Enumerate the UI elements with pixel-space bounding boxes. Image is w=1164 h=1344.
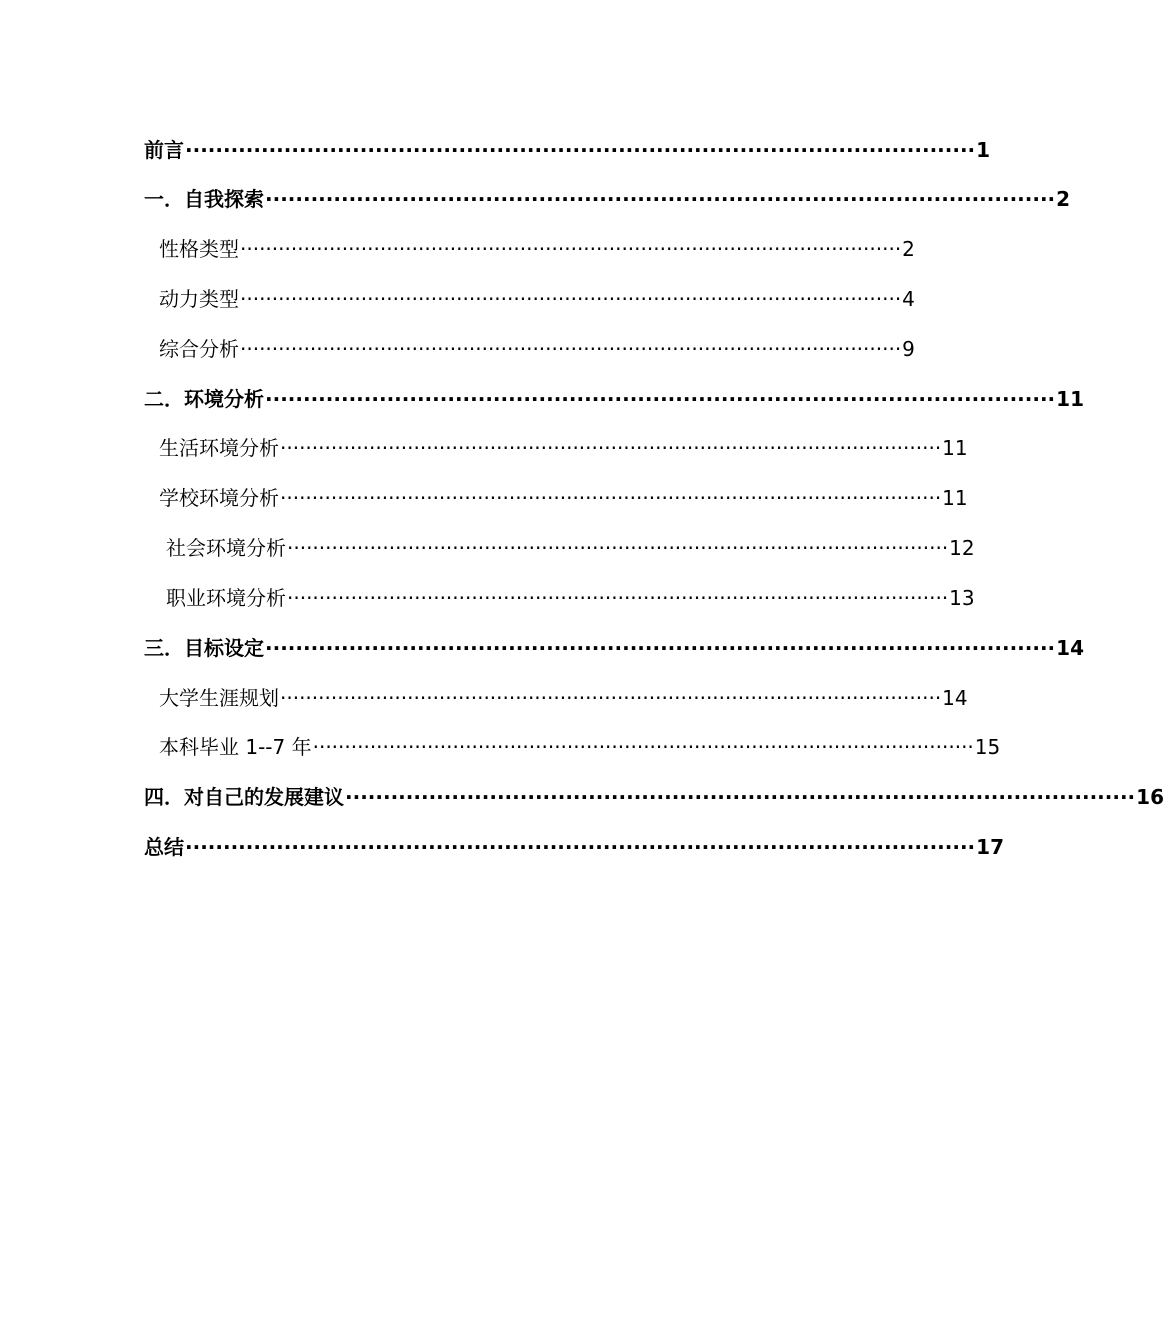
toc-entry-post-graduation[interactable] <box>159 732 1001 762</box>
toc-entry-label: 三．目标设定 <box>144 636 264 660</box>
toc-entry-environment-analysis[interactable] <box>144 384 1084 414</box>
toc-entry-motivation-type[interactable] <box>159 284 915 314</box>
toc-dot-leader: ········································································································ <box>280 486 942 510</box>
toc-entry-label: 大学生涯规划 <box>159 686 279 710</box>
toc-dot-leader: ········································································································ <box>280 436 942 460</box>
toc-entry-personality-type[interactable] <box>159 234 915 264</box>
toc-entry-label: 学校环境分析 <box>159 486 279 510</box>
toc-dot-leader: ········································································································ <box>265 387 1056 411</box>
toc-entry-self-exploration[interactable] <box>144 184 1071 214</box>
toc-dot-leader: ········································································································ <box>287 536 949 560</box>
toc-entry-label: 一．自我探索 <box>144 187 264 211</box>
toc-page-number: 9 <box>902 337 915 361</box>
toc-page-number: 4 <box>902 287 915 311</box>
toc-dot-leader: ········································································································ <box>265 636 1056 660</box>
toc-dot-leader: ········································································································ <box>265 187 1056 211</box>
toc-entry-label: 职业环境分析 <box>166 586 286 610</box>
toc-entry-label: 二．环境分析 <box>144 387 264 411</box>
toc-entry-label: 社会环境分析 <box>166 536 286 560</box>
toc-entry-comprehensive-analysis[interactable] <box>159 334 915 364</box>
toc-page-number: 11 <box>1056 387 1084 411</box>
toc-page-number: 11 <box>942 436 968 460</box>
toc-page-number: 2 <box>902 237 915 261</box>
toc-entry-label: 四．对自己的发展建议 <box>144 785 344 809</box>
toc-entry-label: 总结 <box>144 835 184 859</box>
toc-page-number: 2 <box>1056 187 1071 211</box>
toc-entry-career-environment[interactable] <box>166 583 975 613</box>
toc-dot-leader: ········································································································ <box>312 735 974 759</box>
toc-entry-preface[interactable] <box>144 135 991 165</box>
toc-entry-social-environment[interactable] <box>166 533 975 563</box>
toc-entry-label: 动力类型 <box>159 287 239 311</box>
toc-entry-label: 本科毕业 1--7 年 <box>159 735 312 759</box>
toc-dot-leader: ········································································································ <box>280 686 942 710</box>
toc-page-number: 17 <box>976 835 1004 859</box>
toc-page-number: 1 <box>976 138 991 162</box>
toc-dot-leader: ········································································································ <box>240 337 902 361</box>
toc-page-number: 11 <box>942 486 968 510</box>
toc-dot-leader: ········································································································ <box>345 785 1136 809</box>
toc-entry-label: 生活环境分析 <box>159 436 279 460</box>
toc-dot-leader: ········································································································ <box>240 237 902 261</box>
toc-entry-development-advice[interactable] <box>144 782 1164 812</box>
toc-entry-goal-setting[interactable] <box>144 633 1084 663</box>
toc-dot-leader: ········································································································ <box>185 835 976 859</box>
toc-entry-living-environment[interactable] <box>159 433 968 463</box>
toc-page-number: 14 <box>1056 636 1084 660</box>
toc-dot-leader: ········································································································ <box>185 138 976 162</box>
toc-dot-leader: ········································································································ <box>240 287 902 311</box>
toc-entry-label: 性格类型 <box>159 237 239 261</box>
toc-page-number: 12 <box>949 536 975 560</box>
toc-page-number: 15 <box>974 735 1001 759</box>
toc-entry-label: 综合分析 <box>159 337 239 361</box>
toc-page-number: 14 <box>942 686 968 710</box>
toc-page-number: 13 <box>949 586 975 610</box>
toc-entry-label: 前言 <box>144 138 184 162</box>
toc-dot-leader: ········································································································ <box>287 586 949 610</box>
toc-page-number: 16 <box>1136 785 1164 809</box>
toc-entry-college-career-plan[interactable] <box>159 683 968 713</box>
toc-entry-summary[interactable] <box>144 832 1004 862</box>
toc-entry-school-environment[interactable] <box>159 483 968 513</box>
